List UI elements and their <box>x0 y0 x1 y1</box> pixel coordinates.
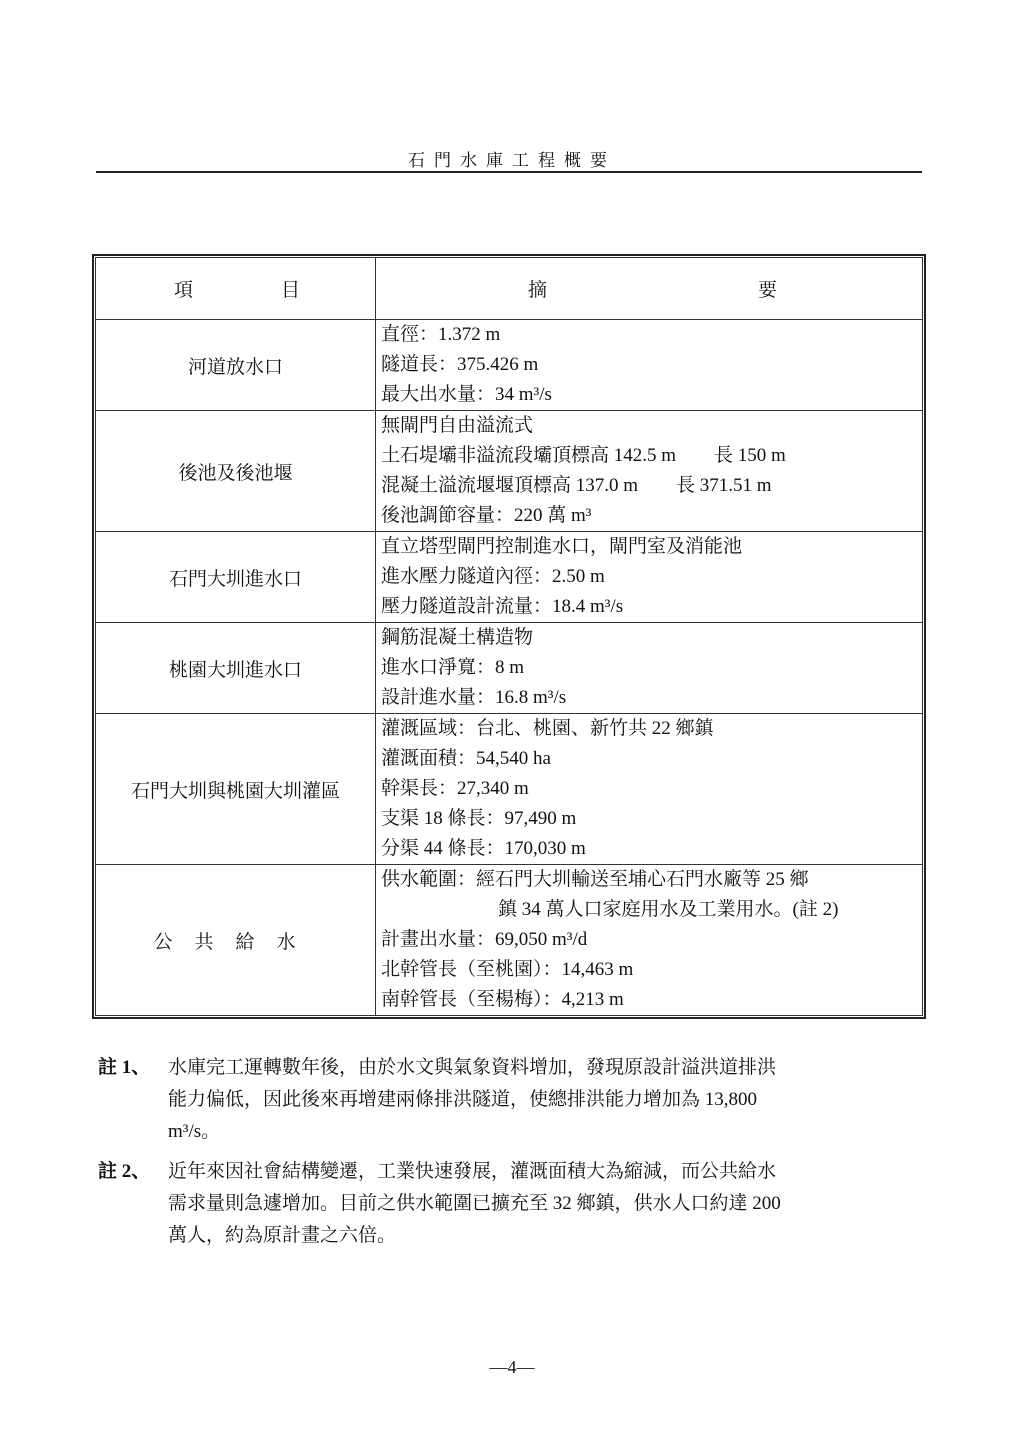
row-summary <box>376 532 923 623</box>
summary-line: 計畫出水量：69,050 m³/d <box>381 929 588 950</box>
page-header-title: 石門水庫工程概要 <box>408 151 616 170</box>
row-item: 後池及後池堰 <box>96 411 376 532</box>
note-line: 水庫完工運轉數年後，由於水文與氣象資料增加，發現原設計溢洪道排洪 <box>168 1057 777 1078</box>
page-number: —4— <box>489 1357 535 1377</box>
table-row <box>96 532 923 623</box>
summary-line: 南幹管長（至楊梅）：4,213 m <box>381 989 624 1010</box>
summary-line: 設計進水量：16.8 m³/s <box>381 687 567 708</box>
row-item: 公共給水 <box>96 865 376 1016</box>
summary-line: 隧道長：375.426 m <box>381 354 539 375</box>
summary-line: 後池調節容量：220 萬 m³ <box>381 505 592 526</box>
summary-line: 供水範圍：經石門大圳輸送至埔心石門水廠等 25 鄉 <box>381 869 809 890</box>
summary-line: 進水壓力隧道內徑：2.50 m <box>381 566 605 587</box>
summary-line: 進水口淨寬：8 m <box>381 657 525 678</box>
note-line: 需求量則急遽增加。目前之供水範圍已擴充至 32 鄉鎮，供水人口約達 200 <box>168 1193 781 1214</box>
note-line: m³/s。 <box>168 1121 221 1142</box>
summary-line: 混凝土溢流堰堰頂標高 137.0 m 長 371.51 m <box>381 475 772 496</box>
summary-line: 灌溉面積：54,540 ha <box>381 748 551 769</box>
summary-line: 灌溉區域：台北、桃園、新竹共 22 鄉鎮 <box>381 718 714 739</box>
note-text <box>168 1156 918 1252</box>
summary-line: 分渠 44 條長：170,030 m <box>381 838 586 859</box>
summary-line: 無閘門自由溢流式 <box>381 415 534 436</box>
note-label: 註 1、 <box>98 1057 151 1078</box>
summary-line: 直徑：1.372 m <box>381 324 501 345</box>
note-line: 能力偏低，因此後來再增建兩條排洪隧道，使總排洪能力增加為 13,800 <box>168 1089 758 1110</box>
summary-line: 支渠 18 條長：97,490 m <box>381 808 577 829</box>
header-item-char-2: 目 <box>280 280 300 301</box>
row-summary <box>376 865 923 1016</box>
note-item <box>98 1156 918 1252</box>
note-text <box>168 1052 918 1148</box>
row-item: 石門大圳與桃園大圳灌區 <box>96 714 376 865</box>
table-row <box>96 320 923 411</box>
row-item: 桃園大圳進水口 <box>96 623 376 714</box>
summary-line: 最大出水量：34 m³/s <box>381 384 552 405</box>
header-item <box>96 258 376 320</box>
summary-line: 鎮 34 萬人口家庭用水及工業用水。(註 2) <box>498 899 839 920</box>
row-summary <box>376 320 923 411</box>
header-item-char-1: 項 <box>174 280 194 301</box>
notes-section <box>98 1052 918 1260</box>
table-row <box>96 714 923 865</box>
note-item <box>98 1052 918 1148</box>
table-row <box>96 865 923 1016</box>
note-label: 註 2、 <box>98 1161 151 1182</box>
note-line: 近年來因社會結構變遷，工業快速發展，灌溉面積大為縮減，而公共給水 <box>168 1161 777 1182</box>
table-row <box>96 411 923 532</box>
summary-line: 土石堤壩非溢流段壩頂標高 142.5 m 長 150 m <box>381 445 786 466</box>
row-summary <box>376 714 923 865</box>
row-summary <box>376 411 923 532</box>
header-summary-char-1: 摘 <box>528 280 548 301</box>
note-line: 萬人，約為原計畫之六倍。 <box>168 1225 397 1246</box>
row-summary <box>376 623 923 714</box>
row-item: 石門大圳進水口 <box>96 532 376 623</box>
row-item: 河道放水口 <box>96 320 376 411</box>
header-divider <box>96 171 922 173</box>
table-row <box>96 623 923 714</box>
summary-line: 直立塔型閘門控制進水口，閘門室及消能池 <box>381 536 743 557</box>
summary-line: 壓力隧道設計流量：18.4 m³/s <box>381 596 624 617</box>
header-summary-char-2: 要 <box>757 280 777 301</box>
summary-line: 北幹管長（至桃園）：14,463 m <box>381 959 634 980</box>
summary-table <box>95 257 923 1016</box>
summary-line: 幹渠長：27,340 m <box>381 778 529 799</box>
summary-line: 鋼筋混凝土構造物 <box>381 627 534 648</box>
table-header-row <box>96 258 923 320</box>
header-summary <box>376 258 923 320</box>
